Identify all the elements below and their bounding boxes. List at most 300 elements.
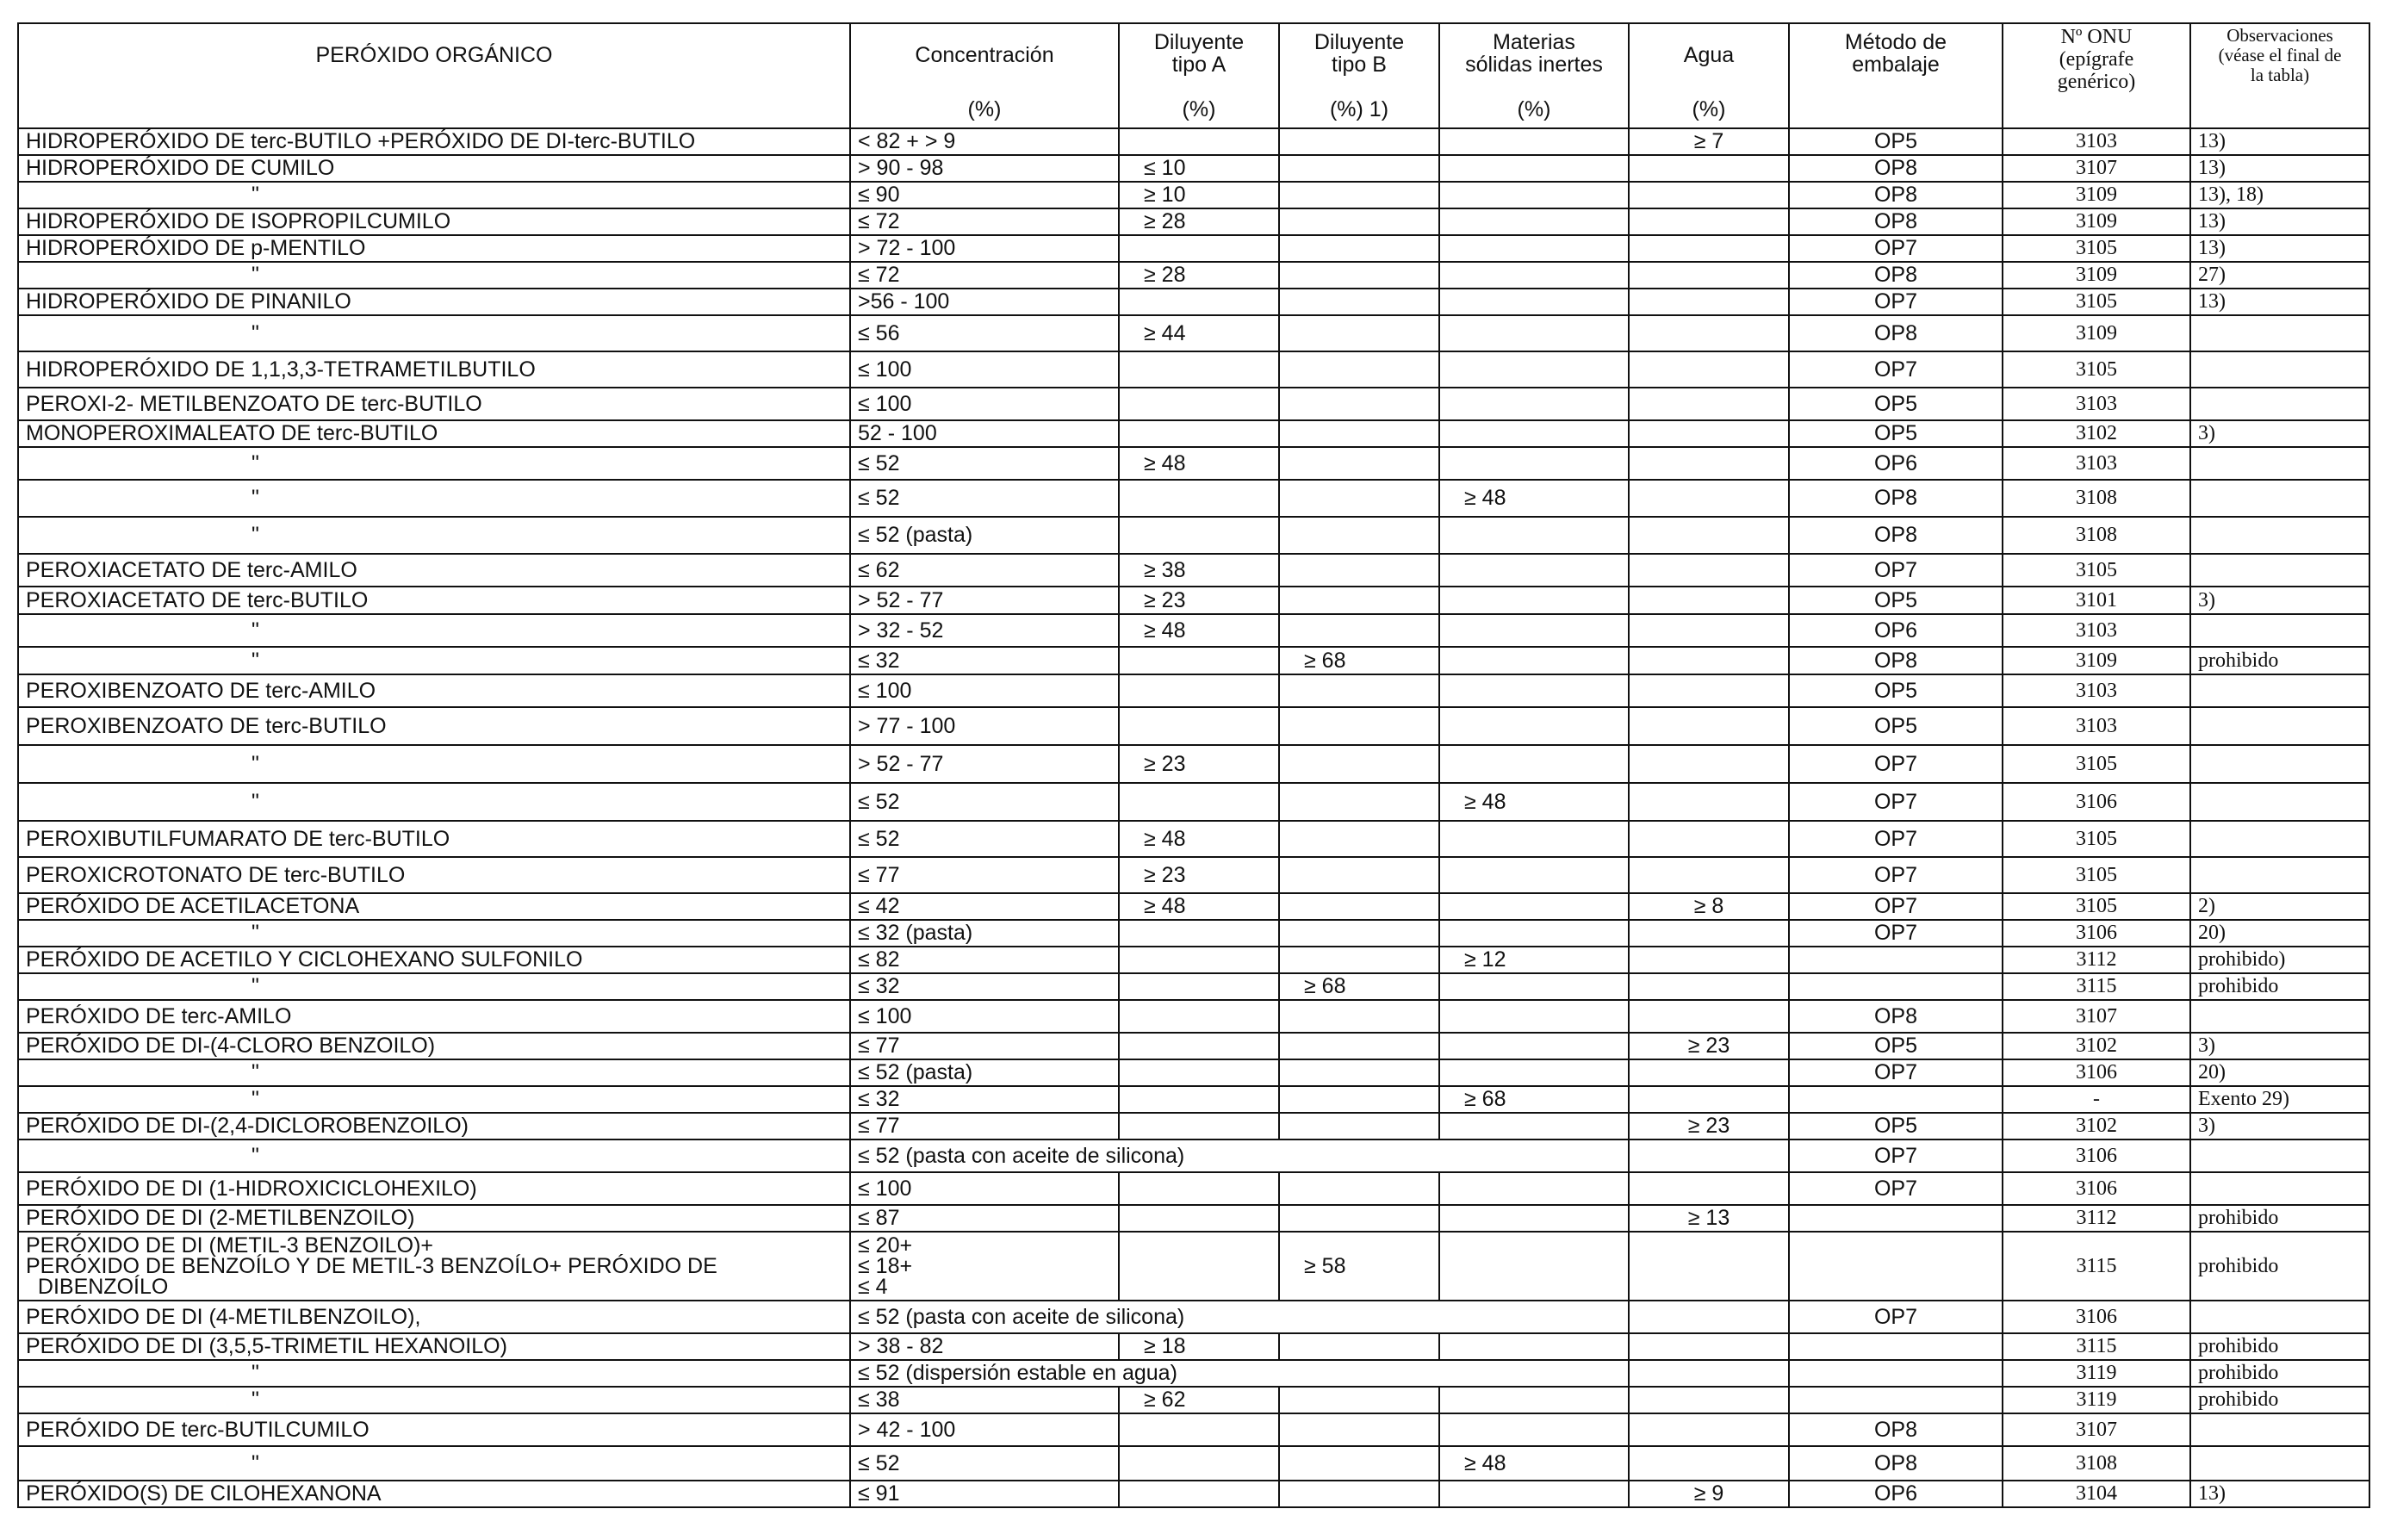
cell-water xyxy=(1629,1113,1789,1139)
cell-inert-solids xyxy=(1439,947,1629,973)
cell-diluent-a-text: ≥ 23 xyxy=(1144,751,1186,776)
cell-peroxide xyxy=(18,1413,850,1446)
table-row xyxy=(18,315,2369,351)
cell-peroxide-text: " xyxy=(252,618,259,643)
cell-diluent-a xyxy=(1119,893,1279,920)
cell-peroxide xyxy=(18,155,850,182)
header-peroxide xyxy=(18,23,850,128)
cell-packing xyxy=(1789,745,2003,783)
cell-un-number xyxy=(2003,1172,2190,1205)
cell-remarks xyxy=(2190,155,2369,182)
cell-remarks-text: 13) xyxy=(2198,157,2226,179)
cell-un-number xyxy=(2003,1000,2190,1033)
cell-un-number xyxy=(2003,480,2190,517)
cell-concentration-text: ≤ 42 xyxy=(858,894,900,918)
cell-diluent-a-text: ≥ 28 xyxy=(1144,209,1186,233)
cell-diluent-a xyxy=(1119,235,1279,262)
cell-remarks xyxy=(2190,1000,2369,1033)
cell-un-number xyxy=(2003,155,2190,182)
header-concentration xyxy=(850,23,1119,128)
cell-peroxide-text: MONOPEROXIMALEATO DE terc-BUTILO xyxy=(26,421,438,445)
cell-water xyxy=(1629,262,1789,289)
cell-concentration xyxy=(850,745,1119,783)
cell-remarks-text: 3) xyxy=(2198,422,2215,444)
cell-un-number xyxy=(2003,1059,2190,1086)
cell-un-number xyxy=(2003,182,2190,208)
cell-diluent-a-text: ≥ 48 xyxy=(1144,618,1186,643)
cell-inert-solids xyxy=(1439,1033,1629,1059)
cell-packing-text: OP6 xyxy=(1873,618,1918,643)
cell-remarks xyxy=(2190,388,2369,420)
cell-peroxide-text: PEROXIBUTILFUMARATO DE terc-BUTILO xyxy=(26,826,450,851)
cell-peroxide-text: " xyxy=(252,1087,259,1111)
cell-concentration-text: > 90 - 98 xyxy=(858,156,944,180)
cell-diluent-a xyxy=(1119,821,1279,857)
cell-concentration xyxy=(850,1413,1119,1446)
cell-packing xyxy=(1789,674,2003,707)
cell-water xyxy=(1629,1139,1789,1172)
cell-packing xyxy=(1789,1413,2003,1446)
cell-peroxide xyxy=(18,517,850,554)
cell-water xyxy=(1629,821,1789,857)
cell-remarks xyxy=(2190,1086,2369,1113)
cell-packing-text: OP7 xyxy=(1873,894,1918,918)
cell-un-number xyxy=(2003,128,2190,155)
cell-inert-solids xyxy=(1439,1333,1629,1360)
cell-un-number-text: 3109 xyxy=(2076,183,2117,206)
cell-packing-text: OP5 xyxy=(1873,129,1918,153)
cell-diluent-b xyxy=(1279,155,1439,182)
cell-diluent-b xyxy=(1279,420,1439,447)
cell-remarks xyxy=(2190,745,2369,783)
cell-packing xyxy=(1789,235,2003,262)
cell-un-number xyxy=(2003,745,2190,783)
cell-concentration-text: ≤ 62 xyxy=(858,557,900,582)
table-row xyxy=(18,262,2369,289)
cell-diluent-b-text: ≥ 58 xyxy=(1304,1253,1346,1278)
cell-diluent-b xyxy=(1279,1086,1439,1113)
cell-water xyxy=(1629,587,1789,614)
cell-inert-solids xyxy=(1439,155,1629,182)
cell-peroxide xyxy=(18,857,850,893)
cell-peroxide-text: PEROXIBENZOATO DE terc-AMILO xyxy=(26,678,376,703)
cell-concentration-text: ≤ 52 xyxy=(858,826,900,851)
cell-water xyxy=(1629,674,1789,707)
cell-concentration-text: > 38 - 82 xyxy=(858,1334,944,1358)
cell-packing-text: OP7 xyxy=(1873,289,1918,314)
cell-water xyxy=(1629,480,1789,517)
cell-diluent-a xyxy=(1119,315,1279,351)
cell-un-number-text: 3119 xyxy=(2076,1388,2117,1411)
cell-packing-text: OP7 xyxy=(1873,357,1918,382)
cell-un-number-text: 3105 xyxy=(2076,237,2117,259)
cell-diluent-a xyxy=(1119,420,1279,447)
cell-un-number-text: 3102 xyxy=(2076,1115,2117,1137)
table-row xyxy=(18,447,2369,480)
cell-peroxide-text: PERÓXIDO(S) DE CILOHEXANONA xyxy=(26,1481,382,1506)
cell-peroxide-text: " xyxy=(252,1143,259,1168)
cell-remarks xyxy=(2190,587,2369,614)
cell-diluent-b xyxy=(1279,587,1439,614)
cell-concentration xyxy=(850,587,1119,614)
cell-packing-text: OP5 xyxy=(1873,587,1918,612)
cell-peroxide-text: " xyxy=(252,1388,259,1412)
cell-inert-solids xyxy=(1439,1113,1629,1139)
cell-peroxide xyxy=(18,893,850,920)
cell-water xyxy=(1629,614,1789,647)
cell-un-number xyxy=(2003,647,2190,674)
cell-packing-text: OP5 xyxy=(1873,421,1918,445)
cell-un-number-text: 3105 xyxy=(2076,752,2117,775)
cell-packing-text: OP5 xyxy=(1873,391,1918,416)
cell-diluent-a xyxy=(1119,554,1279,587)
cell-water xyxy=(1629,973,1789,1000)
cell-packing-text: OP8 xyxy=(1873,1450,1918,1475)
cell-diluent-a xyxy=(1119,1086,1279,1113)
cell-diluent-b xyxy=(1279,1232,1439,1301)
cell-packing xyxy=(1789,1000,2003,1033)
cell-un-number xyxy=(2003,1446,2190,1481)
cell-un-number xyxy=(2003,554,2190,587)
cell-packing xyxy=(1789,1446,2003,1481)
cell-water xyxy=(1629,235,1789,262)
cell-water xyxy=(1629,1360,1789,1387)
cell-diluent-b xyxy=(1279,517,1439,554)
cell-packing xyxy=(1789,315,2003,351)
cell-concentration xyxy=(850,208,1119,235)
cell-remarks-text: prohibido xyxy=(2198,1362,2279,1384)
cell-packing-text: OP8 xyxy=(1873,486,1918,510)
cell-un-number xyxy=(2003,674,2190,707)
cell-inert-solids xyxy=(1439,182,1629,208)
cell-water xyxy=(1629,1333,1789,1360)
table-row xyxy=(18,554,2369,587)
cell-diluent-a xyxy=(1119,388,1279,420)
cell-remarks-text: 13), 18) xyxy=(2198,183,2264,206)
cell-concentration xyxy=(850,947,1119,973)
cell-un-number-text: 3108 xyxy=(2076,487,2117,509)
header-diluent-a xyxy=(1119,23,1279,128)
table-row xyxy=(18,857,2369,893)
cell-remarks xyxy=(2190,208,2369,235)
cell-concentration xyxy=(850,973,1119,1000)
cell-remarks xyxy=(2190,1387,2369,1413)
cell-diluent-b xyxy=(1279,1059,1439,1086)
cell-un-number-text: 3103 xyxy=(2076,130,2117,152)
cell-remarks xyxy=(2190,517,2369,554)
cell-water-text: ≥ 23 xyxy=(1687,1114,1730,1138)
cell-packing-text: OP6 xyxy=(1873,450,1918,475)
cell-un-number-text: 3105 xyxy=(2076,290,2117,313)
cell-peroxide xyxy=(18,388,850,420)
cell-water xyxy=(1629,182,1789,208)
cell-diluent-a xyxy=(1119,1172,1279,1205)
cell-concentration-text: > 77 - 100 xyxy=(858,713,956,738)
table-row xyxy=(18,745,2369,783)
cell-concentration xyxy=(850,289,1119,315)
table-row xyxy=(18,1033,2369,1059)
cell-peroxide xyxy=(18,182,850,208)
cell-remarks xyxy=(2190,947,2369,973)
cell-diluent-b xyxy=(1279,235,1439,262)
table-row xyxy=(18,128,2369,155)
cell-concentration xyxy=(850,480,1119,517)
cell-diluent-a-text: ≥ 23 xyxy=(1144,862,1186,887)
cell-un-number-text: 3106 xyxy=(2076,1177,2117,1200)
cell-packing-text: OP6 xyxy=(1873,1481,1918,1506)
cell-un-number-text: 3103 xyxy=(2076,618,2117,642)
cell-diluent-a xyxy=(1119,1232,1279,1301)
cell-inert-solids xyxy=(1439,821,1629,857)
cell-concentration xyxy=(850,821,1119,857)
cell-diluent-a xyxy=(1119,745,1279,783)
table-row xyxy=(18,1333,2369,1360)
cell-packing xyxy=(1789,420,2003,447)
cell-diluent-b xyxy=(1279,1333,1439,1360)
cell-concentration xyxy=(850,1301,1629,1333)
cell-peroxide-text: HIDROPERÓXIDO DE ISOPROPILCUMILO xyxy=(26,209,451,233)
cell-water xyxy=(1629,745,1789,783)
cell-concentration-text: > 52 - 77 xyxy=(858,751,944,776)
cell-peroxide xyxy=(18,1139,850,1172)
cell-concentration-text: > 72 - 100 xyxy=(858,236,956,260)
cell-peroxide-text: " xyxy=(252,320,259,345)
cell-diluent-a-text: ≥ 38 xyxy=(1144,557,1186,582)
cell-packing-text: OP8 xyxy=(1873,156,1918,180)
cell-peroxide-text: HIDROPERÓXIDO DE CUMILO xyxy=(26,156,335,180)
cell-water xyxy=(1629,783,1789,821)
cell-packing-text: OP7 xyxy=(1873,751,1918,776)
table-row xyxy=(18,1172,2369,1205)
cell-inert-solids-text: ≥ 48 xyxy=(1464,486,1506,510)
cell-peroxide-text: " xyxy=(252,974,259,998)
cell-peroxide xyxy=(18,1113,850,1139)
cell-peroxide-text: PERÓXIDO DE terc-AMILO xyxy=(26,1003,292,1028)
cell-inert-solids xyxy=(1439,1172,1629,1205)
cell-packing-text: OP8 xyxy=(1873,1003,1918,1028)
cell-diluent-b xyxy=(1279,289,1439,315)
cell-packing-text: OP5 xyxy=(1873,678,1918,703)
cell-diluent-b xyxy=(1279,647,1439,674)
cell-concentration xyxy=(850,1333,1119,1360)
cell-packing xyxy=(1789,1205,2003,1232)
cell-diluent-a xyxy=(1119,920,1279,947)
cell-inert-solids xyxy=(1439,388,1629,420)
cell-un-number xyxy=(2003,1387,2190,1413)
cell-remarks-text: 3) xyxy=(2198,588,2215,612)
table-row xyxy=(18,1059,2369,1086)
cell-concentration xyxy=(850,420,1119,447)
cell-inert-solids xyxy=(1439,1446,1629,1481)
cell-concentration xyxy=(850,517,1119,554)
cell-remarks xyxy=(2190,857,2369,893)
cell-peroxide-text: PEROXIBENZOATO DE terc-BUTILO xyxy=(26,713,387,738)
cell-diluent-a xyxy=(1119,208,1279,235)
cell-un-number-text: 3103 xyxy=(2076,714,2117,737)
cell-concentration-text: ≤ 52 xyxy=(858,486,900,510)
cell-peroxide xyxy=(18,1033,850,1059)
cell-packing xyxy=(1789,973,2003,1000)
table-header-row xyxy=(18,23,2369,128)
cell-packing-text: OP7 xyxy=(1873,1176,1918,1201)
table-row xyxy=(18,208,2369,235)
cell-diluent-b xyxy=(1279,707,1439,745)
cell-water xyxy=(1629,351,1789,388)
table-row xyxy=(18,1446,2369,1481)
cell-un-number xyxy=(2003,1086,2190,1113)
cell-water xyxy=(1629,1000,1789,1033)
cell-concentration-text: ≤ 52 (pasta) xyxy=(858,523,973,547)
header-diluent-b-unit: (%) 1) xyxy=(1329,97,1389,121)
header-remarks-label: Observaciones (véase el final de la tabla) xyxy=(2218,25,2342,85)
cell-peroxide-text: PERÓXIDO DE DI (4-METILBENZOILO), xyxy=(26,1304,421,1329)
table-row xyxy=(18,517,2369,554)
cell-concentration xyxy=(850,262,1119,289)
cell-un-number xyxy=(2003,315,2190,351)
cell-concentration xyxy=(850,783,1119,821)
cell-concentration xyxy=(850,1000,1119,1033)
cell-remarks-text: prohibido) xyxy=(2198,948,2286,971)
cell-peroxide xyxy=(18,783,850,821)
cell-remarks-text: prohibido xyxy=(2198,1254,2279,1277)
cell-inert-solids xyxy=(1439,783,1629,821)
cell-water-text: ≥ 9 xyxy=(1693,1481,1724,1506)
cell-remarks-text: 13) xyxy=(2198,210,2226,233)
cell-remarks-text: Exento 29) xyxy=(2198,1088,2289,1110)
cell-inert-solids-text: ≥ 12 xyxy=(1464,947,1506,972)
cell-diluent-a xyxy=(1119,1059,1279,1086)
cell-remarks-text: 3) xyxy=(2198,1034,2215,1057)
cell-water xyxy=(1629,1172,1789,1205)
cell-remarks-text: prohibido xyxy=(2198,1335,2279,1357)
cell-peroxide-text: " xyxy=(252,450,259,475)
cell-un-number-text: 3105 xyxy=(2076,827,2117,850)
cell-packing-text: OP8 xyxy=(1873,263,1918,287)
cell-packing xyxy=(1789,614,2003,647)
header-inert-solids-unit: (%) xyxy=(1517,97,1551,121)
cell-diluent-a-text: ≥ 23 xyxy=(1144,587,1186,612)
cell-peroxide xyxy=(18,289,850,315)
cell-water xyxy=(1629,1033,1789,1059)
cell-diluent-a xyxy=(1119,1113,1279,1139)
cell-un-number-text: 3102 xyxy=(2076,422,2117,444)
cell-peroxide-text: PERÓXIDO DE DI (2-METILBENZOILO) xyxy=(26,1206,415,1230)
cell-inert-solids xyxy=(1439,587,1629,614)
table-row xyxy=(18,821,2369,857)
cell-un-number-text: 3115 xyxy=(2076,1335,2117,1357)
cell-un-number xyxy=(2003,289,2190,315)
header-inert-solids-label: Materias sólidas inertes xyxy=(1465,30,1603,77)
cell-remarks xyxy=(2190,315,2369,351)
cell-concentration xyxy=(850,857,1119,893)
cell-peroxide-text: " xyxy=(252,921,259,945)
cell-concentration xyxy=(850,1113,1119,1139)
cell-remarks xyxy=(2190,420,2369,447)
cell-peroxide xyxy=(18,420,850,447)
cell-peroxide-text: " xyxy=(252,789,259,814)
cell-remarks xyxy=(2190,1033,2369,1059)
cell-inert-solids-text: ≥ 48 xyxy=(1464,789,1506,814)
cell-remarks-text: 20) xyxy=(2198,922,2226,944)
cell-diluent-a xyxy=(1119,973,1279,1000)
cell-packing-text: OP7 xyxy=(1873,921,1918,945)
cell-un-number xyxy=(2003,388,2190,420)
cell-diluent-a-text: ≥ 48 xyxy=(1144,894,1186,918)
table-row xyxy=(18,351,2369,388)
cell-diluent-a-text: ≥ 10 xyxy=(1144,183,1186,207)
cell-concentration-text: ≤ 52 (dispersión estable en agua) xyxy=(858,1361,1177,1385)
cell-inert-solids xyxy=(1439,480,1629,517)
cell-diluent-b xyxy=(1279,351,1439,388)
cell-packing xyxy=(1789,1387,2003,1413)
cell-concentration-text: > 52 - 77 xyxy=(858,587,944,612)
cell-diluent-b xyxy=(1279,128,1439,155)
cell-inert-solids xyxy=(1439,262,1629,289)
cell-inert-solids xyxy=(1439,128,1629,155)
cell-remarks-text: prohibido xyxy=(2198,1388,2279,1411)
cell-peroxide-text: " xyxy=(252,183,259,207)
cell-diluent-a xyxy=(1119,1205,1279,1232)
cell-concentration-text: ≤ 32 (pasta) xyxy=(858,921,973,945)
cell-un-number-text: 3109 xyxy=(2076,210,2117,233)
cell-peroxide-text: PEROXIACETATO DE terc-BUTILO xyxy=(26,587,369,612)
cell-remarks xyxy=(2190,783,2369,821)
cell-water-text: ≥ 23 xyxy=(1687,1034,1730,1058)
cell-inert-solids xyxy=(1439,745,1629,783)
cell-diluent-a xyxy=(1119,614,1279,647)
cell-packing xyxy=(1789,1113,2003,1139)
cell-water xyxy=(1629,1481,1789,1507)
cell-remarks xyxy=(2190,920,2369,947)
cell-water xyxy=(1629,947,1789,973)
cell-diluent-a-text: ≥ 44 xyxy=(1144,320,1186,345)
table-row xyxy=(18,647,2369,674)
cell-packing-text: OP7 xyxy=(1873,1304,1918,1329)
cell-water xyxy=(1629,1059,1789,1086)
table-row xyxy=(18,1360,2369,1387)
cell-peroxide-text: PERÓXIDO DE DI (3,5,5-TRIMETIL HEXANOILO) xyxy=(26,1334,507,1358)
cell-concentration-text: ≤ 72 xyxy=(858,263,900,287)
table-row xyxy=(18,155,2369,182)
cell-concentration-text: >56 - 100 xyxy=(858,289,950,314)
cell-concentration xyxy=(850,674,1119,707)
cell-peroxide xyxy=(18,1232,850,1301)
cell-inert-solids xyxy=(1439,973,1629,1000)
cell-un-number xyxy=(2003,1333,2190,1360)
cell-diluent-b xyxy=(1279,745,1439,783)
cell-un-number xyxy=(2003,447,2190,480)
cell-peroxide xyxy=(18,351,850,388)
cell-peroxide xyxy=(18,1059,850,1086)
cell-un-number xyxy=(2003,1301,2190,1333)
cell-peroxide-text: PEROXI-2- METILBENZOATO DE terc-BUTILO xyxy=(26,391,482,416)
table-row xyxy=(18,947,2369,973)
cell-diluent-a xyxy=(1119,351,1279,388)
cell-un-number-text: 3104 xyxy=(2076,1482,2117,1505)
cell-inert-solids xyxy=(1439,315,1629,351)
cell-remarks-text: 13) xyxy=(2198,1482,2226,1505)
cell-diluent-a xyxy=(1119,1413,1279,1446)
cell-peroxide xyxy=(18,1481,850,1507)
table-row xyxy=(18,614,2369,647)
cell-diluent-b xyxy=(1279,182,1439,208)
cell-un-number xyxy=(2003,857,2190,893)
cell-inert-solids-text: ≥ 48 xyxy=(1464,1450,1506,1475)
cell-diluent-a xyxy=(1119,480,1279,517)
cell-un-number-text: 3109 xyxy=(2076,264,2117,286)
cell-diluent-a xyxy=(1119,947,1279,973)
cell-un-number-text: 3115 xyxy=(2076,975,2117,997)
